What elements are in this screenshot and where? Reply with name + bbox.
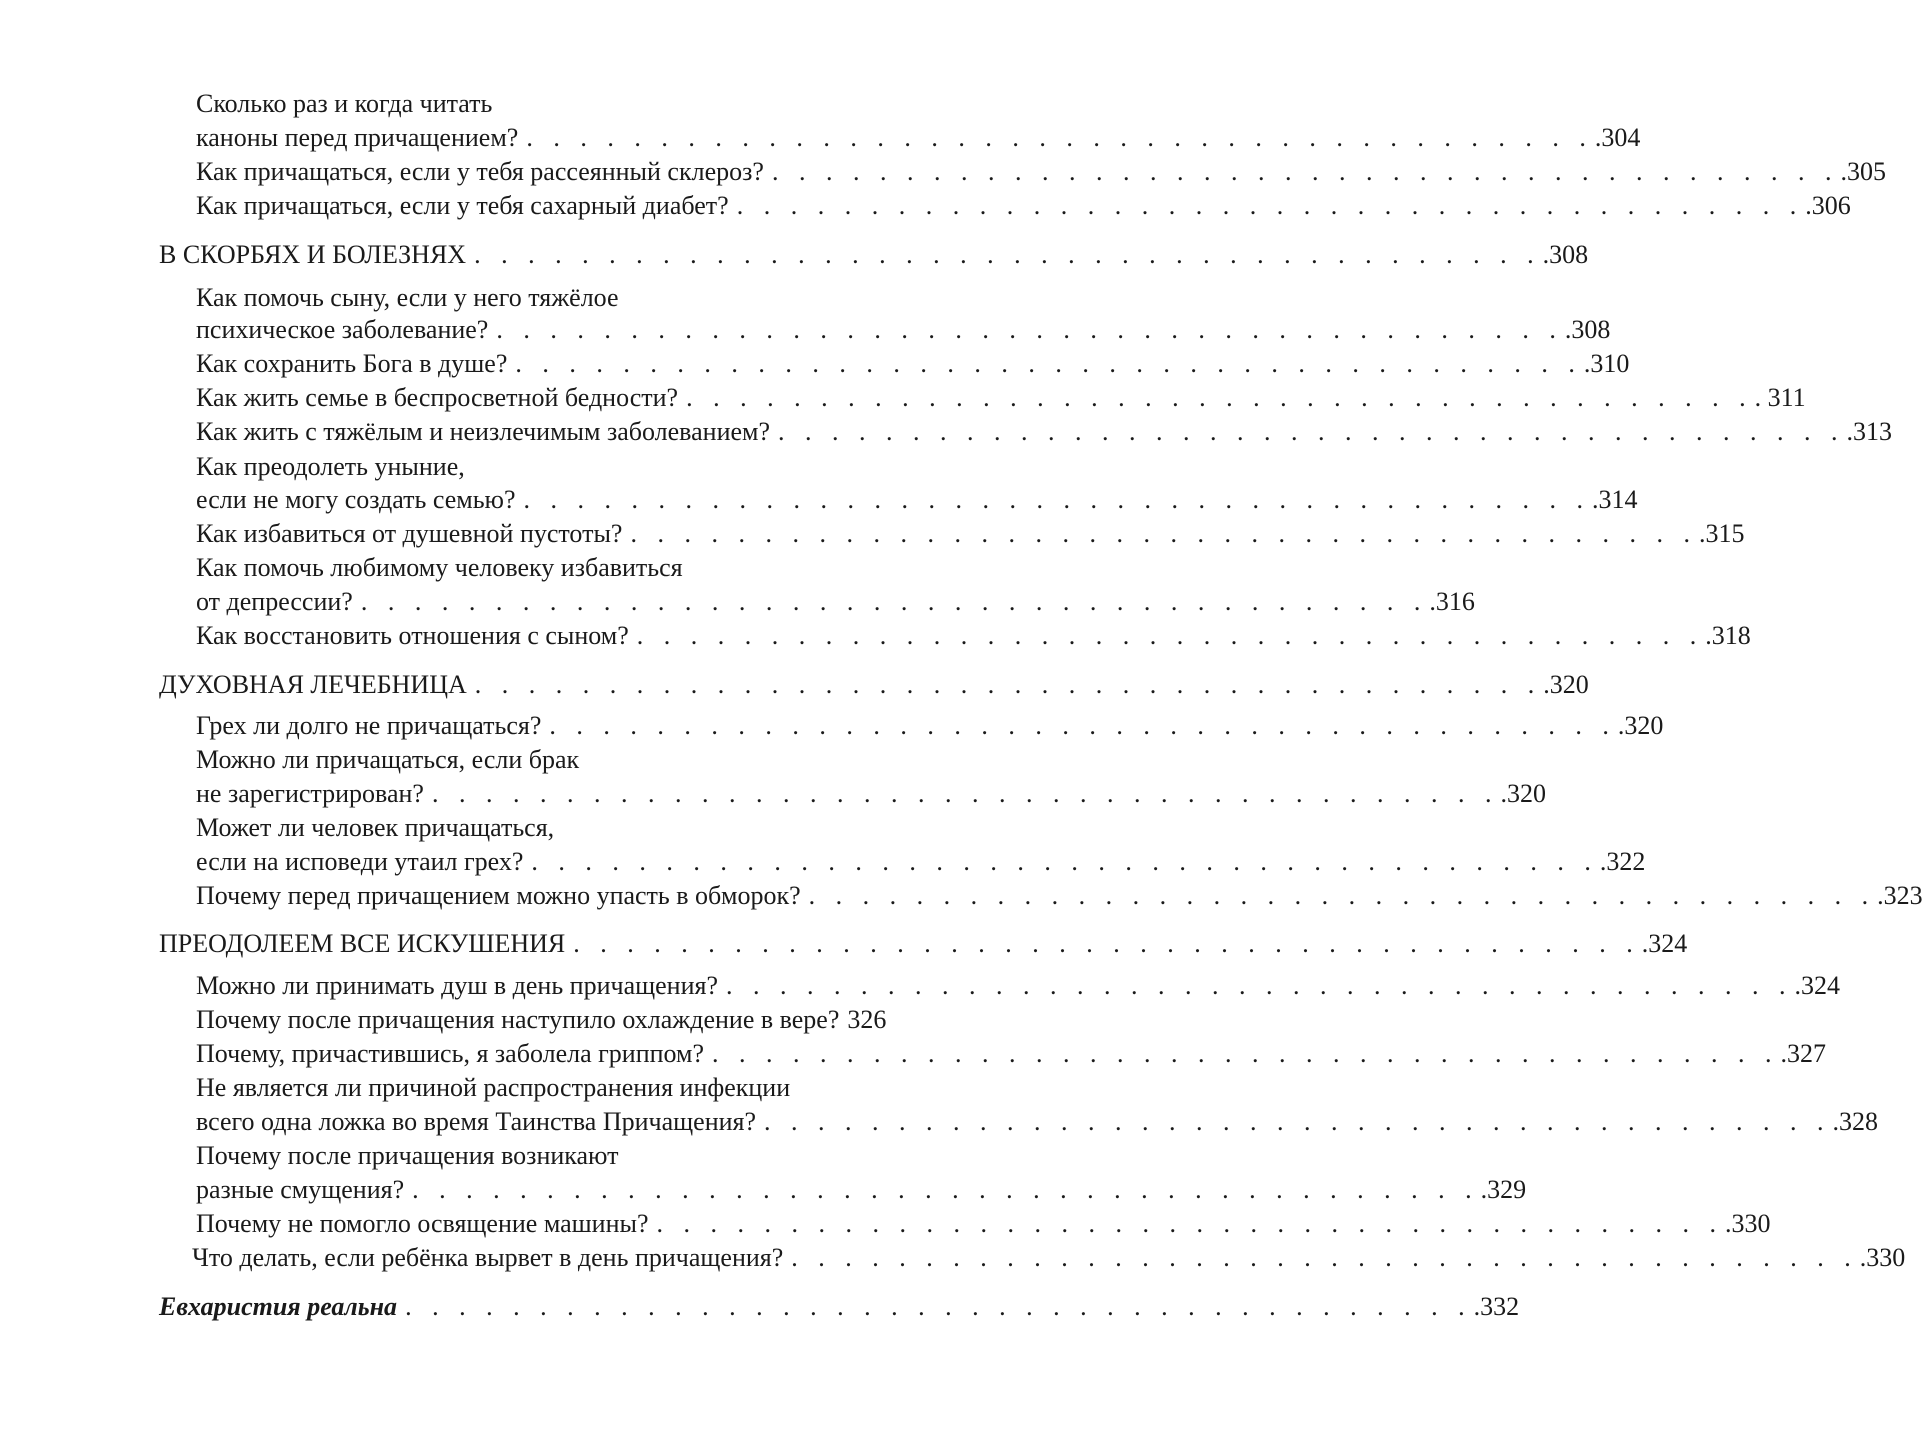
toc-entry-title: Не является ли причиной распространения инфекции xyxy=(196,1073,791,1102)
leader-dots: . . . . . . . . . . . . . . . . . . . . . . . . . . . . . . . . . . . . . . . . xyxy=(656,1209,1723,1238)
toc-entry xyxy=(196,1071,951,1105)
toc-page-number: .304 xyxy=(1594,123,1641,152)
leader-dots: . . . . . . . . . . . . . . . . . . . . . . . . . . . . . . . . . . . . . . . . xyxy=(360,587,1428,616)
toc-entry-title: Как избавиться от душевной пустоты? xyxy=(196,519,623,548)
toc-page-number: .306 xyxy=(1805,191,1851,220)
leader-dots: . . . . . . . . . . . . . . . . . . . . . . . . . . . . . . . . . . . . . . . . xyxy=(630,519,1697,548)
toc-page-number: .320 xyxy=(1543,670,1589,699)
toc-entry-title: Почему не помогло освящение машины? xyxy=(196,1209,649,1238)
toc-entry-title: разные смущения? xyxy=(196,1175,405,1204)
leader-dots: . . . . . . . . . . . . . . . . . . . . . . . . . . . . . . . . . . . . . . . . xyxy=(412,1175,1479,1204)
toc-entry xyxy=(196,551,951,585)
leader-dots: . . . . . . . . . . . . . . . . . . . . . . . . . . . . . . . . . . . . . . . . xyxy=(686,383,1753,412)
toc-entry xyxy=(196,845,1646,879)
toc-entry xyxy=(196,879,1923,913)
toc-section-title: ПРЕОДОЛЕЕМ ВСЕ ИСКУШЕНИЯ xyxy=(159,929,566,958)
toc-entry xyxy=(196,281,951,315)
leader-dots: . . . . . . . . . . . . . . . . . . . . . . . . . . . . . . . . . . . . . . . . xyxy=(496,315,1563,344)
toc-page-number: .310 xyxy=(1583,349,1630,378)
toc-entry xyxy=(196,313,1611,347)
leader-dots: . . . . . . . . . . . . . . . . . . . . . . . . . . . . . . . . . . . . . . . . xyxy=(573,929,1640,958)
toc-entry xyxy=(196,121,1641,155)
toc-entry-title: Как жить семье в беспросветной бедности? xyxy=(196,383,679,412)
toc-entry-title: если не могу создать семью? xyxy=(196,485,516,514)
toc-entry-title: всего одна ложка во время Таинства Причащения? xyxy=(196,1107,757,1136)
toc-page-number: .330 xyxy=(1725,1209,1771,1238)
toc-entry xyxy=(196,811,951,845)
toc-section-title: В СКОРБЯХ И БОЛЕЗНЯХ xyxy=(159,240,467,269)
leader-dots: . . . . . . . . . . . . . . . . . . . . . . . . . . . . . . . . . . . . . . . . xyxy=(791,1243,1858,1272)
toc-entry-title: Почему, причастившись, я заболела гриппом? xyxy=(196,1039,705,1068)
leader-dots: . . . . . . . . . . . . . . . . . . . . . . . . . . . . . . . . . . . . . . . . xyxy=(636,621,1704,650)
toc-entry xyxy=(196,619,1751,653)
toc-page-number: .318 xyxy=(1705,621,1751,650)
leader-dots: . . . . . . . . . . . . . . . . . . . . . . . . . . . . . . . . . . . . . . . . xyxy=(526,123,1593,152)
toc-entry xyxy=(196,1173,1527,1207)
toc-entry xyxy=(196,969,1841,1003)
toc-entry xyxy=(196,1003,951,1037)
toc-page-number: .322 xyxy=(1599,847,1646,876)
toc-entry xyxy=(196,347,1630,381)
toc-entry xyxy=(196,450,951,484)
toc-section-heading xyxy=(159,238,1589,272)
toc-page-number: .313 xyxy=(1846,417,1893,446)
leader-dots: . . . . . . . . . . . . . . . . . . . . . . . . . . . . . . . . . . . . . . . . xyxy=(531,847,1598,876)
toc-page-number: .320 xyxy=(1500,779,1546,808)
leader-dots: . . . . . . . . . . . . . . . . . . . . . . . . . . . . . . . . . . . . . . . . xyxy=(771,157,1839,186)
toc-entry-title: от депрессии? xyxy=(196,587,353,616)
leader-dots: . . . . . . . . . . . . . . . . . . . . . . . . . . . . . . . . . . . . . . . . xyxy=(405,1292,1472,1321)
toc-entry xyxy=(196,1139,951,1173)
leader-dots: . . . . . . . . . . . . . . . . . . . . . . . . . . . . . . . . . . . . . . . . xyxy=(726,971,1793,1000)
toc-section-heading xyxy=(159,927,1688,961)
toc-entry xyxy=(196,777,1546,811)
toc-page-number: .305 xyxy=(1840,157,1886,186)
toc-entry-title: Как сохранить Бога в душе? xyxy=(196,349,508,378)
leader-dots: . . . . . . . . . . . . . . . . . . . . . . . . . . . . . . . . . . . . . . . . xyxy=(764,1107,1831,1136)
toc-entry-title: Как восстановить отношения с сыном? xyxy=(196,621,629,650)
leader-dots: . . . . . . . . . . . . . . . . . . . . . . . . . . . . . . . . . . . . . . . . xyxy=(778,417,1845,446)
leader-dots: . . . . . . . . . . . . . . . . . . . . . . . . . . . . . . . . . . . . . . . . xyxy=(474,670,1542,699)
toc-page-number: .316 xyxy=(1429,587,1475,616)
toc-page-number: .323 xyxy=(1877,881,1923,910)
toc-entry-title: Сколько раз и когда читать xyxy=(196,89,493,118)
toc-page-number: .308 xyxy=(1542,240,1589,269)
toc-entry xyxy=(196,1037,1827,1071)
toc-entry xyxy=(196,709,1664,743)
toc-entry xyxy=(196,483,1638,517)
toc-page-number: .324 xyxy=(1641,929,1688,958)
toc-section-title: Евхаристия реальна xyxy=(159,1292,398,1321)
toc-page-number: .328 xyxy=(1832,1107,1879,1136)
toc-entry-title: Как причащаться, если у тебя сахарный диабет? xyxy=(196,191,729,220)
toc-entry-title: Что делать, если ребёнка вырвет в день причащения? xyxy=(192,1243,784,1272)
leader-dots: . . . . . . . . . . . . . . . . . . . . . . . . . . . . . . . . . . . . . . . . xyxy=(549,711,1616,740)
leader-dots: . . . . . . . . . . . . . . . . . . . . . . . . . . . . . . . . . . . . . . . . xyxy=(431,779,1499,808)
toc-entry-title: Как жить с тяжёлым и неизлечимым заболеванием? xyxy=(196,417,771,446)
toc-entry-title: Как преодолеть уныние, xyxy=(196,452,465,481)
toc-entry-title: Почему после причащения наступило охлаждение в вере? xyxy=(196,1005,840,1034)
toc-entry xyxy=(196,415,1893,449)
leader-dots: . . . . . . . . . . . . . . . . . . . . . . . . . . . . . . . . . . . . . . . . xyxy=(808,881,1876,910)
toc-entry-title: Можно ли принимать душ в день причащения? xyxy=(196,971,719,1000)
toc-entry-title: Может ли человек причащаться, xyxy=(196,813,555,842)
toc-entry-title: не зарегистрирован? xyxy=(196,779,424,808)
toc-entry xyxy=(192,1241,1906,1275)
toc-page-number: .320 xyxy=(1617,711,1664,740)
toc-entry-title: Грех ли долго не причащаться? xyxy=(196,711,542,740)
toc-page-number: .314 xyxy=(1592,485,1638,514)
leader-dots: . . . . . . . . . . . . . . . . . . . . . . . . . . . . . . . . . . . . . . . . xyxy=(474,240,1541,269)
toc-entry-title: Можно ли причащаться, если брак xyxy=(196,745,580,774)
toc-entry-title: психическое заболевание? xyxy=(196,315,489,344)
toc-entry xyxy=(196,743,951,777)
leader-dots: . . . . . . . . . . . . . . . . . . . . . . . . . . . . . . . . . . . . . . . . xyxy=(712,1039,1779,1068)
toc-entry-title: каноны перед причащением? xyxy=(196,123,519,152)
toc-page-number: 326 xyxy=(847,1005,887,1034)
toc-entry xyxy=(196,517,1745,551)
toc-page-number: .315 xyxy=(1698,519,1745,548)
toc-entry xyxy=(196,189,1851,223)
toc-entry xyxy=(196,155,1886,189)
toc-section-title: ДУХОВНАЯ ЛЕЧЕБНИЦА xyxy=(159,670,467,699)
toc-entry xyxy=(196,585,1475,619)
toc-page-number: .324 xyxy=(1794,971,1841,1000)
toc-entry-title: Почему перед причащением можно упасть в обморок? xyxy=(196,881,801,910)
toc-entry-title: если на исповеди утаил грех? xyxy=(196,847,524,876)
toc-entry xyxy=(196,1105,1879,1139)
toc-entry-title: Как помочь любимому человеку избавиться xyxy=(196,553,683,582)
toc-entry-title: Как помочь сыну, если у него тяжёлое xyxy=(196,283,619,312)
leader-dots: . . . . . . . . . . . . . . . . . . . . . . . . . . . . . . . . . . . . . . . . xyxy=(523,485,1591,514)
toc-page-number: .308 xyxy=(1564,315,1611,344)
toc-section-heading xyxy=(159,1290,1520,1324)
toc-entry xyxy=(196,87,951,121)
toc-entry xyxy=(196,1207,1771,1241)
leader-dots: . . . . . . . . . . . . . . . . . . . . . . . . . . . . . . . . . . . . . . . . xyxy=(515,349,1582,378)
toc-page-number: .332 xyxy=(1473,1292,1520,1321)
toc-entry xyxy=(196,381,1806,415)
leader-dots: . . . . . . . . . . . . . . . . . . . . . . . . . . . . . . . . . . . . . . . . xyxy=(736,191,1804,220)
toc-page-number: .329 xyxy=(1480,1175,1527,1204)
toc-page-number: .330 xyxy=(1859,1243,1906,1272)
toc-entry-title: Как причащаться, если у тебя рассеянный склероз? xyxy=(196,157,764,186)
toc-section-heading xyxy=(159,668,1589,702)
toc-page-number: . 311 xyxy=(1754,383,1806,412)
toc-page-number: .327 xyxy=(1780,1039,1827,1068)
toc-entry-title: Почему после причащения возникают xyxy=(196,1141,619,1170)
